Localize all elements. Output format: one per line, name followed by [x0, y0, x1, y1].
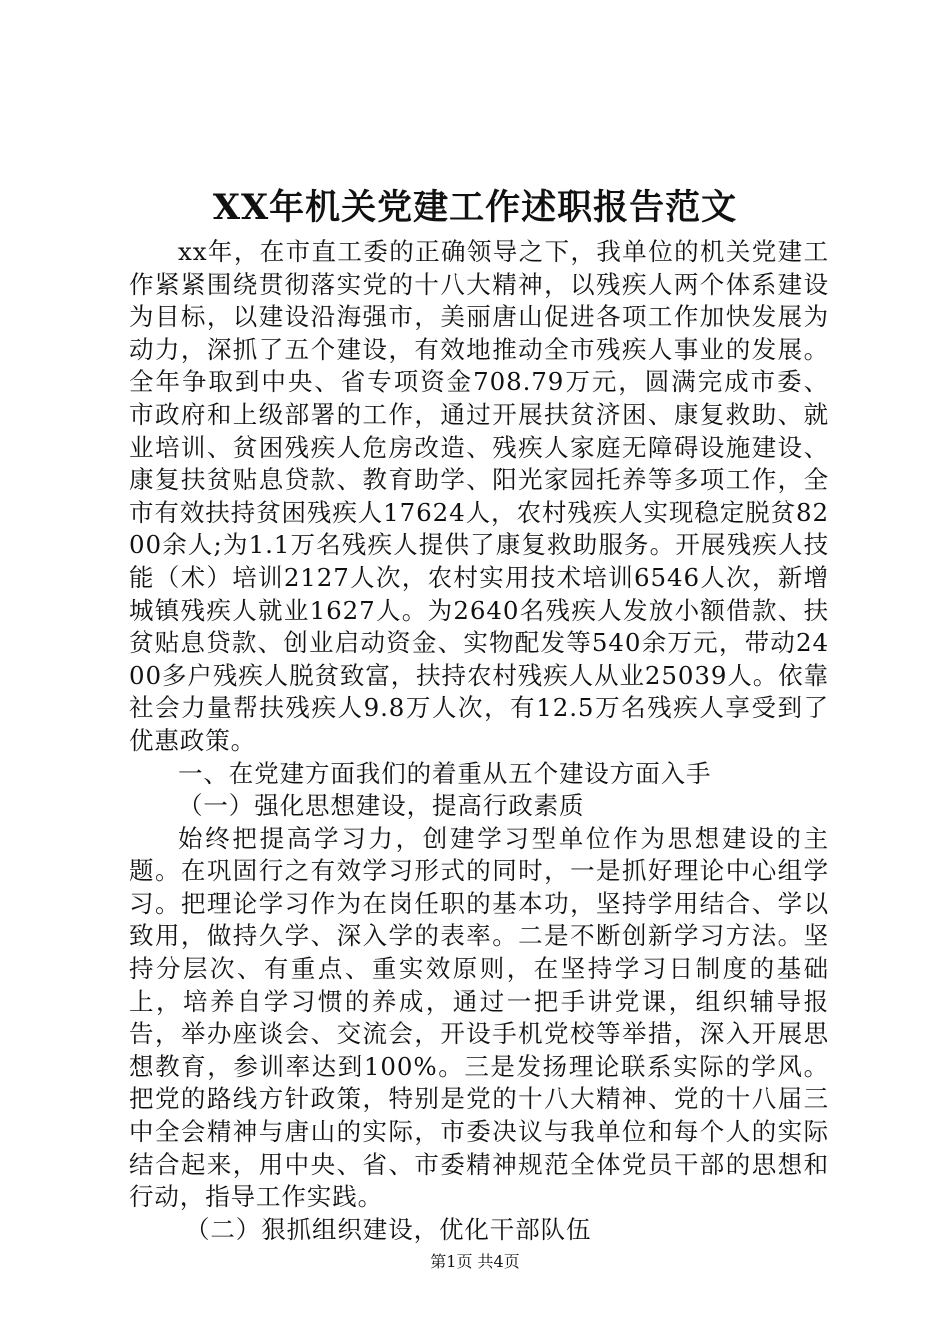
section-heading-1: 一、在党建方面我们的着重从五个建设方面入手: [178, 758, 712, 788]
subsection-heading-2: （二）狠抓组织建设，优化干部队伍: [185, 1214, 592, 1244]
paragraph-intro: xx年，在市直工委的正确领导之下，我单位的机关党建工作紧紧围绕贯彻落实党的十八大精神，以残疾人两个体系建设为目标，以建设沿海强市，美丽唐山促进各项工作加快发展为动力，深抓了五个建设，有效地推动全市残疾人事业的发展。全年争取到中央、省专项资金708.79万元，圆满完成市委、市政府和上级部署的工作，通过开展扶贫济困、康复救助、就业培训、贫困残疾人危房改造、残疾人家庭无障碍设施建设、康复扶贫贴息贷款、教育助学、阳光家园托养等多项工作，全市有效扶持贫困残疾人17624人，农村残疾人实现稳定脱贫8200余人;为1.1万名残疾人提供了康复救助服务。开展残疾人技能（术）培训2127人次，农村实用技术培训6546人次，新增城镇残疾人就业1627人。为2640名残疾人发放小额借款、扶贫贴息贷款、创业启动资金、实物配发等540余万元，带动2400多户残疾人脱贫致富，扶持农村残疾人从业25039人。依靠社会力量帮扶残疾人9.8万人次，有12.5万名残疾人享受到了优惠政策。: [129, 237, 829, 755]
document-title: XX年机关党建工作述职报告范文: [212, 187, 738, 228]
document-body: [129, 236, 829, 1246]
page-number-footer: 第1页 共4页: [430, 1252, 520, 1271]
subsection-heading-1: （一）强化思想建设，提高行政素质: [178, 791, 585, 821]
paragraph-thought-building: 始终把提高学习力，创建学习型单位作为思想建设的主题。在巩固行之有效学习形式的同时，一是抓好理论中心组学习。把理论学习作为在岗任职的基本功，坚持学用结合、学以致用，做持久学、深入学的表率。二是不断创新学习方法。坚持分层次、有重点、重实效原则，在坚持学习日制度的基础上，培养自学习惯的养成，通过一把手讲党课，组织辅导报告，举办座谈会、交流会，开设手机党校等举措，深入开展思想教育，参训率达到100%。三是发扬理论联系实际的学风。把党的路线方针政策，特别是党的十八大精神、党的十八届三中全会精神与唐山的实际，市委决议与我单位和每个人的实际结合起来，用中央、省、市委精神规范全体党员干部的思想和行动，指导工作实践。: [129, 823, 829, 1212]
